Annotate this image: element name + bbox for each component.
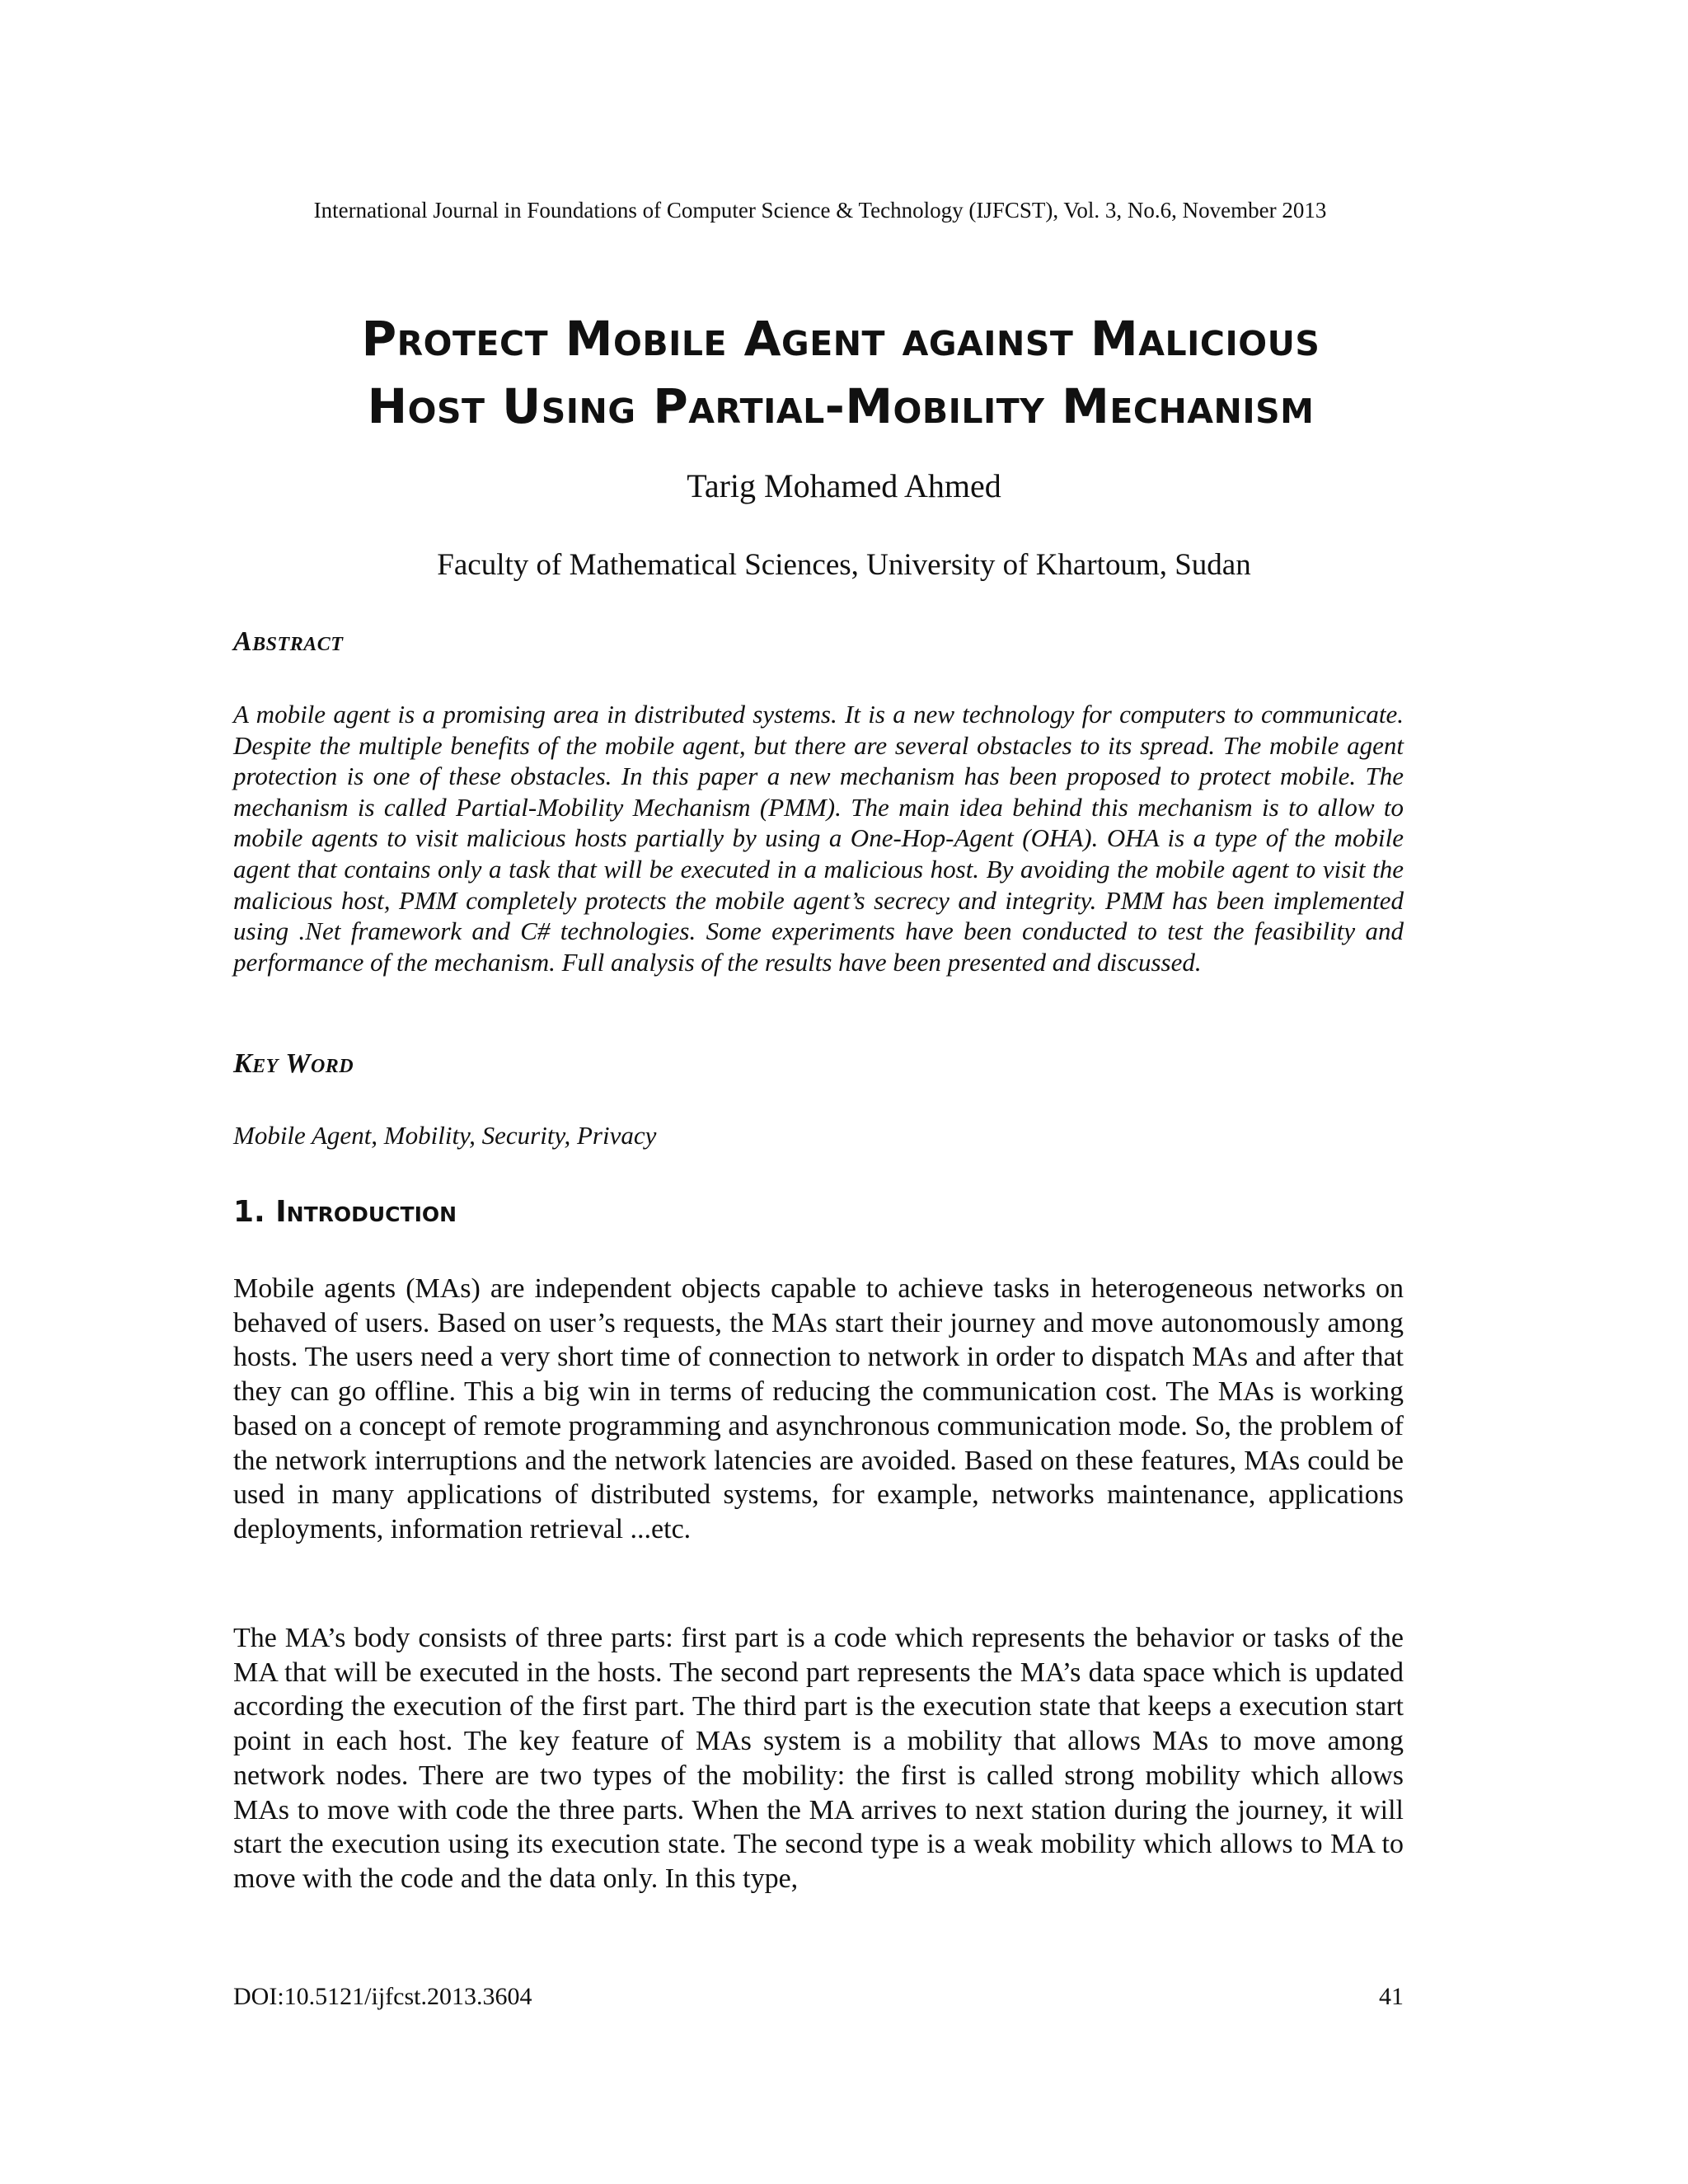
author-name: Tarig Mohamed Ahmed bbox=[687, 467, 1001, 504]
introduction-paragraph-2: The MA’s body consists of three parts: first part is a code which represents the behavior or tasks of the MA that will be executed in the hosts. The second part represents the MA’s data space which is updated according the execution of the first part. The third part is the execution state that keeps a execution start point in each host. The key feature of MAs system is a mobility that allows MAs to move among network nodes. There are two types of the mobility: the first is called strong mobility which allows MAs to move with code the three parts. When the MA arrives to next station during the journey, it will start the execution using its execution state. The second type is a weak mobility which allows to MA to move with the code and the data only. In this type, bbox=[233, 1623, 1404, 1894]
running-header: International Journal in Foundations of Computer Science & Technology (IJFCST), Vol. 3, No.6, November 2013 bbox=[313, 198, 1327, 223]
footer-doi: DOI:10.5121/ijfcst.2013.3604 bbox=[233, 1983, 532, 2010]
introduction-paragraph-1: Mobile agents (MAs) are independent objects capable to achieve tasks in heterogeneous networks on behaved of users. Based on user’s requests, the MAs start their journey and move autonomously among hosts. The users need a very short time of connection to network in order to dispatch MAs and after that they can go offline. This a big win in terms of reducing the communication cost. The MAs is working based on a concept of remote programming and asynchronous communication mode. So, the problem of the network interruptions and the network latencies are avoided. Based on these features, MAs could be used in many applications of distributed systems, for example, networks maintenance, applications deployments, information retrieval ...etc. bbox=[233, 1273, 1404, 1544]
page-number: 41 bbox=[1379, 1983, 1404, 2010]
introduction-heading-text: 1. Introduction bbox=[233, 1195, 457, 1229]
abstract-heading: Abstract bbox=[233, 626, 344, 657]
abstract-text: A mobile agent is a promising area in distributed systems. It is a new technology for computers to communicate. Despite the multiple benefits of the mobile agent, but there are several obstacles to its spread. The mobile agent protection is one of these obstacles. In this paper a new mechanism has been proposed to protect mobile. The mechanism is called Partial-Mobility Mechanism (PMM). The main idea behind this mechanism is to allow to mobile agents to visit malicious hosts partially by using a One-Hop-Agent (OHA). OHA is a type of the mobile agent that contains only a task that will be executed in a malicious host. By avoiding the mobile agent to visit the malicious host, PMM completely protects the mobile agent’s secrecy and integrity. PMM has been implemented using .Net framework and C# technologies. Some experiments have been conducted to test the feasibility and performance of the mechanism. Full analysis of the results have been presented and discussed. bbox=[233, 700, 1404, 977]
title-line-2: Host Using Partial-Mobility Mechanism bbox=[367, 378, 1315, 434]
keywords-text: Mobile Agent, Mobility, Security, Privacy bbox=[233, 1121, 657, 1150]
keywords-heading: Key Word bbox=[233, 1048, 354, 1079]
title-line-1: Protect Mobile Agent against Malicious bbox=[361, 311, 1320, 367]
author-affiliation: Faculty of Mathematical Sciences, University of Khartoum, Sudan bbox=[437, 548, 1251, 582]
paper-title bbox=[181, 305, 1500, 440]
introduction-heading bbox=[233, 1195, 457, 1229]
